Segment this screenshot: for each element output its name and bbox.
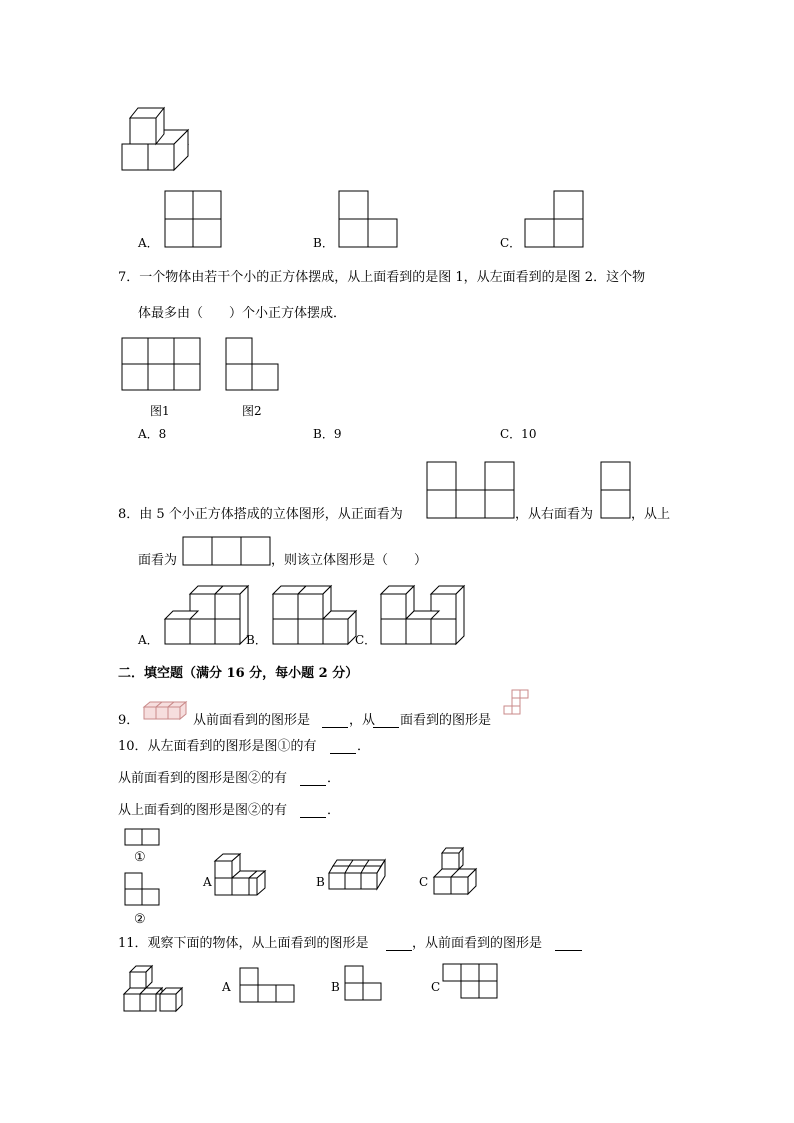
q10-line2-end: ． bbox=[327, 771, 341, 786]
q11-option-c-shape bbox=[441, 962, 499, 1000]
q10-option-a-label: A bbox=[203, 875, 212, 889]
section-2-title: 二．填空题（满分 16 分，每小题 2 分） bbox=[118, 666, 359, 681]
q8-option-a-shape bbox=[163, 585, 251, 647]
q10-figure-1 bbox=[124, 828, 162, 848]
q7-figure-1 bbox=[122, 338, 202, 392]
q10-figure-2 bbox=[124, 872, 162, 910]
q10-option-c-label: C bbox=[419, 875, 429, 889]
q10-line2: 从前面看到的图形是图②的有 bbox=[118, 771, 288, 786]
q10-blank-3[interactable] bbox=[300, 817, 326, 818]
q8-option-c-label: C． bbox=[355, 633, 377, 647]
q6-option-b-shape bbox=[339, 191, 399, 249]
q6-solid-figure bbox=[118, 100, 190, 174]
q8-text-part2: ，从右面看为 bbox=[515, 507, 594, 522]
q6-option-a-shape bbox=[165, 191, 223, 249]
q7-text-line1: 7．一个物体由若干个小的正方体摆成，从上面看到的是图 1，从左面看到的是图 2．这个物 bbox=[118, 270, 646, 285]
q10-line1: 10．从左面看到的图形是图①的有 bbox=[118, 739, 317, 754]
q11-option-b-label: B bbox=[331, 980, 340, 994]
q6-option-a-label: A． bbox=[138, 236, 159, 250]
q7-figure-1-caption: 图1 bbox=[150, 404, 170, 418]
q8-option-b-label: B． bbox=[246, 633, 267, 647]
q10-blank-1[interactable] bbox=[330, 753, 356, 754]
q9-text-c: 面看到的图形是 bbox=[400, 713, 492, 728]
q9-blank-1[interactable] bbox=[322, 727, 348, 728]
q8-option-a-label: A． bbox=[138, 633, 159, 647]
q11-option-b-shape bbox=[343, 964, 383, 1002]
q8-right-view bbox=[601, 462, 633, 520]
q9-text-a: 从前面看到的图形是 bbox=[193, 713, 311, 728]
q10-option-a-shape bbox=[213, 852, 269, 898]
q10-figure-2-label: ② bbox=[134, 912, 146, 927]
q7-option-b: B．9 bbox=[313, 427, 342, 441]
q11-blank-2[interactable] bbox=[555, 950, 582, 951]
q6-option-c-label: C． bbox=[500, 236, 522, 250]
q8-option-b-shape bbox=[271, 585, 361, 647]
q9-text-b: ，从 bbox=[349, 713, 376, 728]
q10-option-b-label: B bbox=[316, 875, 325, 889]
q6-option-b-label: B． bbox=[313, 236, 334, 250]
q10-line3: 从上面看到的图形是图②的有 bbox=[118, 803, 288, 818]
q10-line3-end: ． bbox=[327, 803, 341, 818]
q7-text-line2: 体最多由（ ）个小正方体摆成． bbox=[138, 306, 347, 321]
q8-text-part3: ，从上 bbox=[631, 507, 671, 522]
q11-text-a: 11．观察下面的物体，从上面看到的图形是 bbox=[118, 936, 369, 951]
q7-option-a: A．8 bbox=[138, 427, 167, 441]
q9-view-image bbox=[500, 688, 530, 718]
q8-text-part5: ，则该立体图形是（ ） bbox=[271, 553, 428, 568]
q10-line1-end: ． bbox=[357, 739, 371, 754]
q7-figure-2 bbox=[226, 338, 280, 392]
q8-option-c-shape bbox=[379, 585, 469, 647]
q11-solid-figure bbox=[122, 962, 192, 1014]
q8-front-view bbox=[427, 462, 515, 520]
q11-option-a-shape bbox=[238, 966, 296, 1004]
q10-option-c-shape bbox=[432, 845, 484, 897]
q8-top-view bbox=[183, 537, 271, 567]
q10-figure-1-label: ① bbox=[134, 850, 146, 865]
q10-blank-2[interactable] bbox=[300, 785, 326, 786]
q6-option-c-shape bbox=[525, 191, 585, 249]
q11-option-c-label: C bbox=[431, 980, 441, 994]
q8-text-part1: 8．由 5 个小正方体搭成的立体图形，从正面看为 bbox=[118, 507, 403, 522]
q11-blank-1[interactable] bbox=[386, 950, 412, 951]
q11-text-b: ，从前面看到的图形是 bbox=[412, 936, 543, 951]
q9-blank-2[interactable] bbox=[373, 727, 399, 728]
q7-option-c: C．10 bbox=[500, 427, 537, 441]
q8-text-part4: 面看为 bbox=[138, 553, 178, 568]
q7-figure-2-caption: 图2 bbox=[242, 404, 262, 418]
q9-number: 9． bbox=[118, 713, 140, 728]
q9-solid-image bbox=[142, 699, 192, 723]
q11-option-a-label: A bbox=[222, 980, 231, 994]
q10-option-b-shape bbox=[327, 858, 383, 894]
